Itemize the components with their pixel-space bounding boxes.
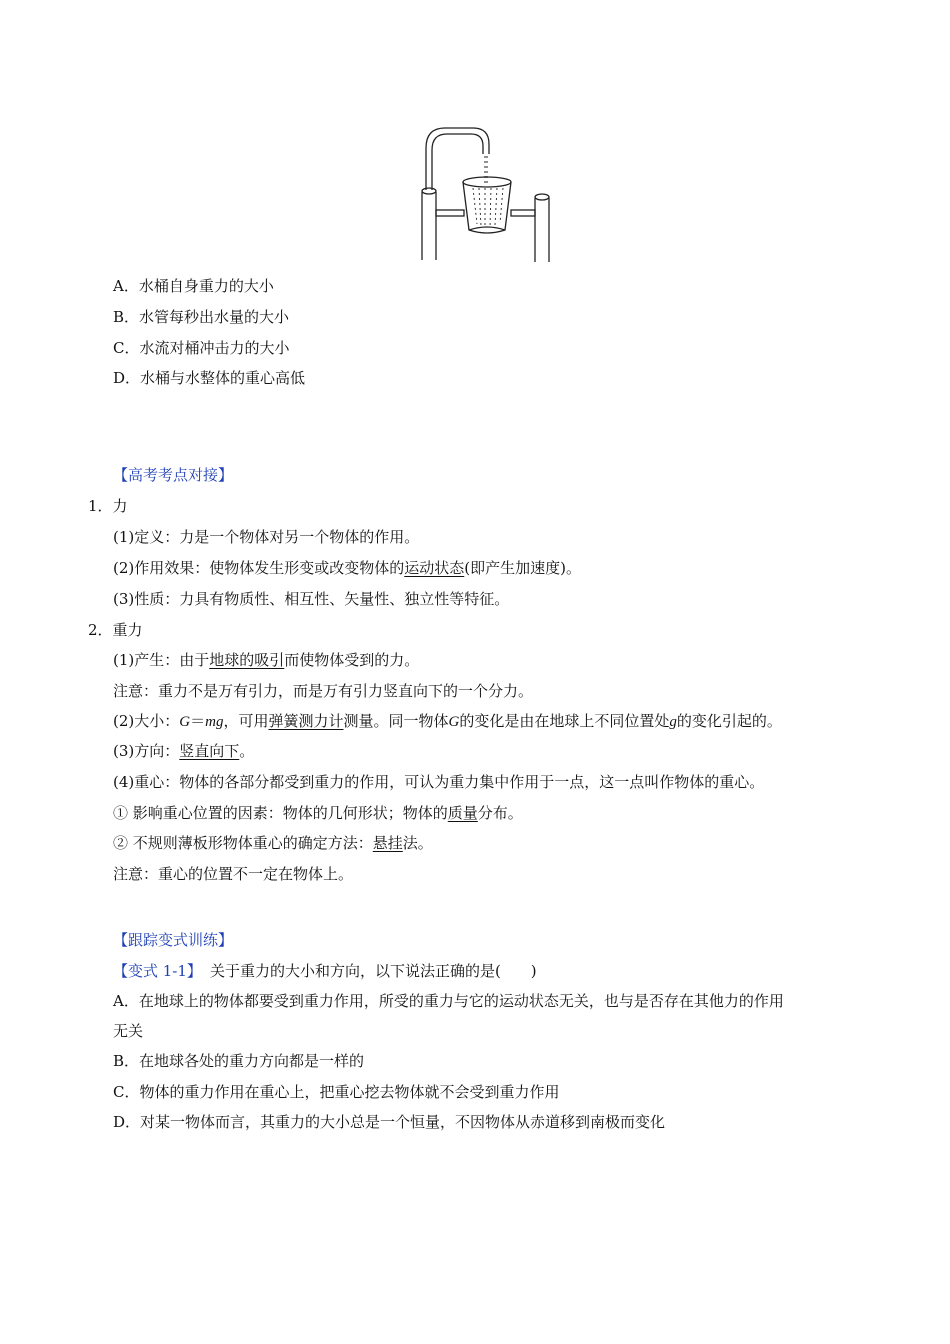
answer-underline: 地球的吸引 [209,651,285,669]
variant-question: 【变式 1-1】 关于重力的大小和方向，以下说法正确的是( ) [113,962,537,980]
section-title-practice: 【跟踪变式训练】 [113,931,234,949]
point2-note2: 注意：重心的位置不一定在物体上。 [113,865,354,883]
answer-underline: 质量 [447,804,478,822]
option-d: D．水桶与水整体的重心高低 [113,369,306,387]
bucket-water-pipe-diagram [415,124,555,264]
point1-heading: 1．力 [88,497,128,515]
variant-tag: 【变式 1-1】 [113,962,202,980]
point2-heading: 2．重力 [88,621,143,639]
point1-property: (3)性质：力具有物质性、相互性、矢量性、独立性等特征。 [113,590,510,608]
point2-direction: (3)方向：竖直向下。 [113,742,255,760]
option-c: C．水流对桶冲击力的大小 [113,339,290,357]
point1-definition: (1)定义：力是一个物体对另一个物体的作用。 [113,528,420,546]
answer-underline: 悬挂 [372,834,403,852]
point2-center-of-gravity: (4)重心：物体的各部分都受到重力的作用，可认为重力集中作用于一点，这一点叫作物体的重心。 [113,773,765,791]
answer-underline: 弹簧测力计 [268,712,344,730]
variant-option-a-cont: 无关 [113,1022,144,1040]
section-title-exam-points: 【高考考点对接】 [113,466,234,484]
variant-option-c: C．物体的重力作用在重心上，把重心挖去物体就不会受到重力作用 [113,1083,560,1101]
right-post [535,194,549,262]
variant-option-d: D．对某一物体而言，其重力的大小总是一个恒量，不因物体从赤道移到南极而变化 [113,1113,666,1131]
bucket [463,177,511,233]
water-pipe [426,128,489,190]
point2-note1: 注意：重力不是万有引力，而是万有引力竖直向下的一个分力。 [113,682,534,700]
point2-method: ② 不规则薄板形物体重心的确定方法：悬挂法。 [113,834,433,852]
point2-origin: (1)产生：由于地球的吸引而使物体受到的力。 [113,651,420,669]
point2-magnitude: (2)大小：G＝mg，可用弹簧测力计测量。同一物体G的变化是由在地球上不同位置处g的变化引起的。 [113,712,782,730]
left-post [422,188,436,260]
answer-underline: 竖直向下 [179,742,240,760]
option-a: A．水桶自身重力的大小 [113,277,274,295]
variant-option-a: A．在地球上的物体都要受到重力作用，所受的重力与它的运动状态无关，也与是否存在其他力的作用 [113,992,784,1010]
variant-option-b: B．在地球各处的重力方向都是一样的 [113,1052,365,1070]
point1-effect: (2)作用效果：使物体发生形变或改变物体的运动状态(即产生加速度)。 [113,559,581,577]
option-b: B．水管每秒出水量的大小 [113,308,290,326]
point2-factor: ① 影响重心位置的因素：物体的几何形状；物体的质量分布。 [113,804,523,822]
water-stream [485,156,487,186]
answer-underline: 运动状态 [404,559,465,577]
axle-bar [436,210,535,216]
